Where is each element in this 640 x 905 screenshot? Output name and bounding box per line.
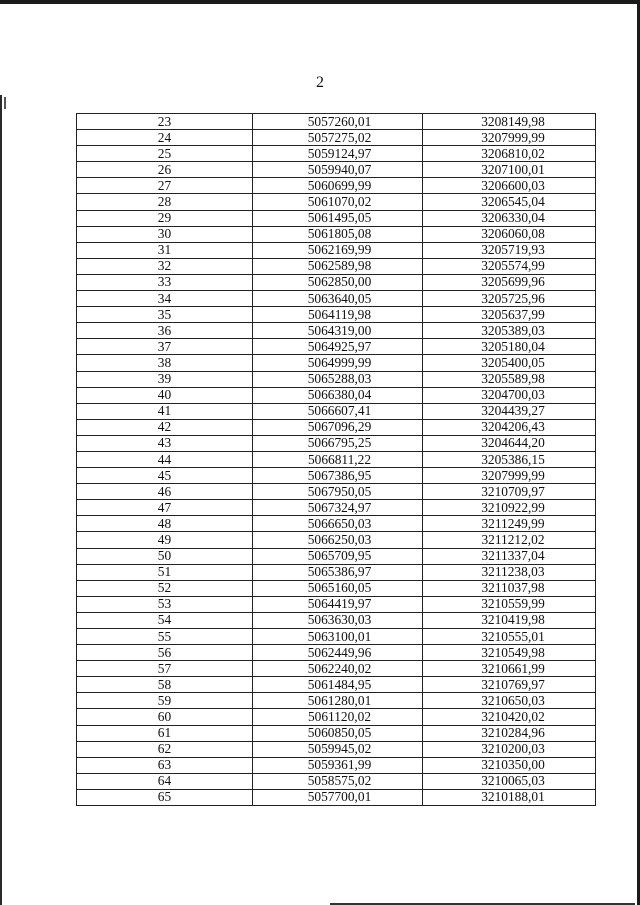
scan-mark bbox=[4, 97, 6, 109]
x-coordinate-cell: 5066811,22 bbox=[253, 451, 423, 467]
y-coordinate-cell: 3205574,99 bbox=[423, 258, 596, 274]
y-coordinate-cell: 3205699,96 bbox=[423, 274, 596, 290]
y-coordinate-cell: 3207999,99 bbox=[423, 468, 596, 484]
y-coordinate-cell: 3210284,96 bbox=[423, 725, 596, 741]
table-row bbox=[77, 339, 596, 355]
table-row bbox=[77, 484, 596, 500]
point-number-cell: 56 bbox=[77, 645, 253, 661]
x-coordinate-cell: 5065288,03 bbox=[253, 371, 423, 387]
table-row bbox=[77, 451, 596, 467]
x-coordinate-cell: 5065386,97 bbox=[253, 564, 423, 580]
x-coordinate-cell: 5057700,01 bbox=[253, 789, 423, 805]
table-row bbox=[77, 757, 596, 773]
table-row bbox=[77, 274, 596, 290]
point-number-cell: 34 bbox=[77, 291, 253, 307]
x-coordinate-cell: 5066795,25 bbox=[253, 435, 423, 451]
x-coordinate-cell: 5063640,05 bbox=[253, 291, 423, 307]
x-coordinate-cell: 5066250,03 bbox=[253, 532, 423, 548]
table-row bbox=[77, 612, 596, 628]
table-row bbox=[77, 709, 596, 725]
table-row bbox=[77, 242, 596, 258]
x-coordinate-cell: 5064999,99 bbox=[253, 355, 423, 371]
x-coordinate-cell: 5061495,05 bbox=[253, 210, 423, 226]
table-row bbox=[77, 789, 596, 805]
y-coordinate-cell: 3211037,98 bbox=[423, 580, 596, 596]
point-number-cell: 35 bbox=[77, 307, 253, 323]
x-coordinate-cell: 5061484,95 bbox=[253, 677, 423, 693]
y-coordinate-cell: 3210555,01 bbox=[423, 629, 596, 645]
y-coordinate-cell: 3205719,93 bbox=[423, 242, 596, 258]
x-coordinate-cell: 5059361,99 bbox=[253, 757, 423, 773]
x-coordinate-cell: 5064319,00 bbox=[253, 323, 423, 339]
y-coordinate-cell: 3210419,98 bbox=[423, 612, 596, 628]
table-row bbox=[77, 468, 596, 484]
table-row bbox=[77, 371, 596, 387]
y-coordinate-cell: 3210769,97 bbox=[423, 677, 596, 693]
point-number-cell: 40 bbox=[77, 387, 253, 403]
page-number: 2 bbox=[316, 74, 324, 91]
point-number-cell: 59 bbox=[77, 693, 253, 709]
y-coordinate-cell: 3205389,03 bbox=[423, 323, 596, 339]
y-coordinate-cell: 3205180,04 bbox=[423, 339, 596, 355]
point-number-cell: 55 bbox=[77, 629, 253, 645]
point-number-cell: 61 bbox=[77, 725, 253, 741]
y-coordinate-cell: 3207999,99 bbox=[423, 130, 596, 146]
table-row bbox=[77, 500, 596, 516]
x-coordinate-cell: 5064925,97 bbox=[253, 339, 423, 355]
point-number-cell: 49 bbox=[77, 532, 253, 548]
point-number-cell: 48 bbox=[77, 516, 253, 532]
table-row bbox=[77, 130, 596, 146]
point-number-cell: 39 bbox=[77, 371, 253, 387]
coordinates-table bbox=[76, 113, 596, 806]
x-coordinate-cell: 5062850,00 bbox=[253, 274, 423, 290]
x-coordinate-cell: 5060850,05 bbox=[253, 725, 423, 741]
x-coordinate-cell: 5057275,02 bbox=[253, 130, 423, 146]
table-row bbox=[77, 435, 596, 451]
table-row bbox=[77, 532, 596, 548]
y-coordinate-cell: 3210709,97 bbox=[423, 484, 596, 500]
x-coordinate-cell: 5057260,01 bbox=[253, 114, 423, 130]
coordinates-table-container bbox=[76, 113, 595, 806]
table-row bbox=[77, 226, 596, 242]
x-coordinate-cell: 5065709,95 bbox=[253, 548, 423, 564]
x-coordinate-cell: 5061805,08 bbox=[253, 226, 423, 242]
point-number-cell: 23 bbox=[77, 114, 253, 130]
table-row bbox=[77, 403, 596, 419]
point-number-cell: 32 bbox=[77, 258, 253, 274]
point-number-cell: 30 bbox=[77, 226, 253, 242]
x-coordinate-cell: 5064119,98 bbox=[253, 307, 423, 323]
table-row bbox=[77, 645, 596, 661]
point-number-cell: 52 bbox=[77, 580, 253, 596]
point-number-cell: 63 bbox=[77, 757, 253, 773]
y-coordinate-cell: 3204439,27 bbox=[423, 403, 596, 419]
table-row bbox=[77, 741, 596, 757]
table-row bbox=[77, 629, 596, 645]
table-row bbox=[77, 773, 596, 789]
point-number-cell: 47 bbox=[77, 500, 253, 516]
y-coordinate-cell: 3205400,05 bbox=[423, 355, 596, 371]
point-number-cell: 64 bbox=[77, 773, 253, 789]
y-coordinate-cell: 3204700,03 bbox=[423, 387, 596, 403]
y-coordinate-cell: 3204644,20 bbox=[423, 435, 596, 451]
table-row bbox=[77, 564, 596, 580]
y-coordinate-cell: 3207100,01 bbox=[423, 162, 596, 178]
table-row bbox=[77, 178, 596, 194]
y-coordinate-cell: 3206060,08 bbox=[423, 226, 596, 242]
table-row bbox=[77, 580, 596, 596]
table-row bbox=[77, 596, 596, 612]
table-row bbox=[77, 210, 596, 226]
y-coordinate-cell: 3210350,00 bbox=[423, 757, 596, 773]
point-number-cell: 46 bbox=[77, 484, 253, 500]
point-number-cell: 36 bbox=[77, 323, 253, 339]
y-coordinate-cell: 3210420,02 bbox=[423, 709, 596, 725]
point-number-cell: 38 bbox=[77, 355, 253, 371]
y-coordinate-cell: 3211238,03 bbox=[423, 564, 596, 580]
x-coordinate-cell: 5066380,04 bbox=[253, 387, 423, 403]
point-number-cell: 58 bbox=[77, 677, 253, 693]
scan-border-top bbox=[0, 0, 640, 4]
point-number-cell: 26 bbox=[77, 162, 253, 178]
point-number-cell: 57 bbox=[77, 661, 253, 677]
x-coordinate-cell: 5063100,01 bbox=[253, 629, 423, 645]
point-number-cell: 24 bbox=[77, 130, 253, 146]
point-number-cell: 51 bbox=[77, 564, 253, 580]
table-row bbox=[77, 194, 596, 210]
table-row bbox=[77, 258, 596, 274]
point-number-cell: 54 bbox=[77, 612, 253, 628]
x-coordinate-cell: 5062449,96 bbox=[253, 645, 423, 661]
table-row bbox=[77, 323, 596, 339]
x-coordinate-cell: 5063630,03 bbox=[253, 612, 423, 628]
table-row bbox=[77, 419, 596, 435]
point-number-cell: 27 bbox=[77, 178, 253, 194]
y-coordinate-cell: 3210065,03 bbox=[423, 773, 596, 789]
x-coordinate-cell: 5066607,41 bbox=[253, 403, 423, 419]
x-coordinate-cell: 5062240,02 bbox=[253, 661, 423, 677]
point-number-cell: 60 bbox=[77, 709, 253, 725]
x-coordinate-cell: 5067950,05 bbox=[253, 484, 423, 500]
point-number-cell: 31 bbox=[77, 242, 253, 258]
x-coordinate-cell: 5061120,02 bbox=[253, 709, 423, 725]
point-number-cell: 62 bbox=[77, 741, 253, 757]
x-coordinate-cell: 5059940,07 bbox=[253, 162, 423, 178]
table-row bbox=[77, 661, 596, 677]
x-coordinate-cell: 5062169,99 bbox=[253, 242, 423, 258]
y-coordinate-cell: 3206330,04 bbox=[423, 210, 596, 226]
x-coordinate-cell: 5066650,03 bbox=[253, 516, 423, 532]
point-number-cell: 43 bbox=[77, 435, 253, 451]
point-number-cell: 50 bbox=[77, 548, 253, 564]
y-coordinate-cell: 3205725,96 bbox=[423, 291, 596, 307]
y-coordinate-cell: 3210559,99 bbox=[423, 596, 596, 612]
y-coordinate-cell: 3210650,03 bbox=[423, 693, 596, 709]
x-coordinate-cell: 5067324,97 bbox=[253, 500, 423, 516]
point-number-cell: 25 bbox=[77, 146, 253, 162]
y-coordinate-cell: 3210922,99 bbox=[423, 500, 596, 516]
table-row bbox=[77, 146, 596, 162]
y-coordinate-cell: 3206545,04 bbox=[423, 194, 596, 210]
y-coordinate-cell: 3211249,99 bbox=[423, 516, 596, 532]
point-number-cell: 42 bbox=[77, 419, 253, 435]
table-row bbox=[77, 677, 596, 693]
y-coordinate-cell: 3211337,04 bbox=[423, 548, 596, 564]
x-coordinate-cell: 5061280,01 bbox=[253, 693, 423, 709]
y-coordinate-cell: 3205637,99 bbox=[423, 307, 596, 323]
table-row bbox=[77, 114, 596, 130]
table-row bbox=[77, 162, 596, 178]
x-coordinate-cell: 5067096,29 bbox=[253, 419, 423, 435]
x-coordinate-cell: 5060699,99 bbox=[253, 178, 423, 194]
x-coordinate-cell: 5064419,97 bbox=[253, 596, 423, 612]
table-row bbox=[77, 548, 596, 564]
table-row bbox=[77, 725, 596, 741]
point-number-cell: 37 bbox=[77, 339, 253, 355]
y-coordinate-cell: 3210188,01 bbox=[423, 789, 596, 805]
table-row bbox=[77, 307, 596, 323]
table-row bbox=[77, 291, 596, 307]
point-number-cell: 41 bbox=[77, 403, 253, 419]
coordinates-table-body bbox=[77, 114, 596, 806]
point-number-cell: 53 bbox=[77, 596, 253, 612]
point-number-cell: 44 bbox=[77, 451, 253, 467]
x-coordinate-cell: 5059124,97 bbox=[253, 146, 423, 162]
point-number-cell: 33 bbox=[77, 274, 253, 290]
point-number-cell: 45 bbox=[77, 468, 253, 484]
y-coordinate-cell: 3206600,03 bbox=[423, 178, 596, 194]
y-coordinate-cell: 3210661,99 bbox=[423, 661, 596, 677]
x-coordinate-cell: 5058575,02 bbox=[253, 773, 423, 789]
point-number-cell: 29 bbox=[77, 210, 253, 226]
x-coordinate-cell: 5061070,02 bbox=[253, 194, 423, 210]
x-coordinate-cell: 5062589,98 bbox=[253, 258, 423, 274]
table-row bbox=[77, 516, 596, 532]
table-row bbox=[77, 355, 596, 371]
y-coordinate-cell: 3208149,98 bbox=[423, 114, 596, 130]
y-coordinate-cell: 3211212,02 bbox=[423, 532, 596, 548]
point-number-cell: 28 bbox=[77, 194, 253, 210]
y-coordinate-cell: 3210200,03 bbox=[423, 741, 596, 757]
x-coordinate-cell: 5059945,02 bbox=[253, 741, 423, 757]
scan-border-left bbox=[0, 95, 2, 905]
table-row bbox=[77, 693, 596, 709]
y-coordinate-cell: 3205386,15 bbox=[423, 451, 596, 467]
point-number-cell: 65 bbox=[77, 789, 253, 805]
y-coordinate-cell: 3210549,98 bbox=[423, 645, 596, 661]
y-coordinate-cell: 3204206,43 bbox=[423, 419, 596, 435]
x-coordinate-cell: 5065160,05 bbox=[253, 580, 423, 596]
y-coordinate-cell: 3206810,02 bbox=[423, 146, 596, 162]
x-coordinate-cell: 5067386,95 bbox=[253, 468, 423, 484]
table-row bbox=[77, 387, 596, 403]
y-coordinate-cell: 3205589,98 bbox=[423, 371, 596, 387]
